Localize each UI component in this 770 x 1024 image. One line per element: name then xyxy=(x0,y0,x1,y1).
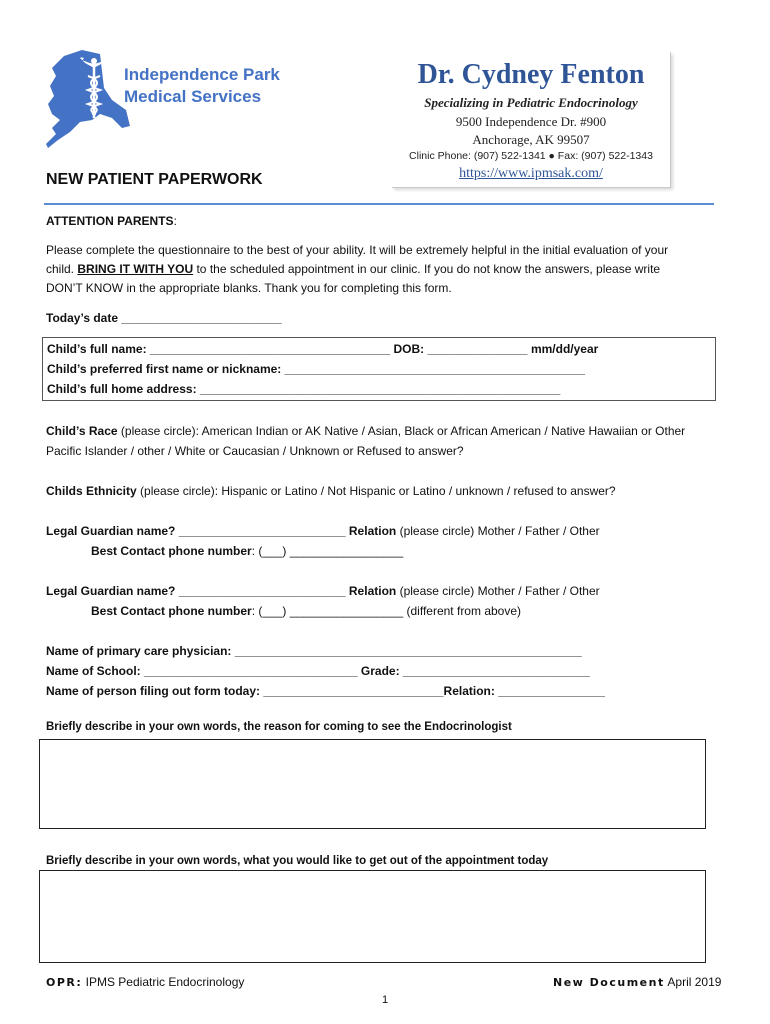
goals-answer-box[interactable] xyxy=(39,870,706,963)
guardian2-relation-options[interactable]: (please circle) Mother / Father / Other xyxy=(396,584,600,598)
filer-field[interactable]: Name of person filing out form today: ___________________________Relation: ________________ xyxy=(46,684,605,698)
title-divider xyxy=(44,203,714,205)
doctor-card xyxy=(392,52,671,188)
address-line1: 9500 Independence Dr. #900 xyxy=(455,114,607,129)
attention-colon: : xyxy=(173,214,177,228)
ethnicity-question[interactable] xyxy=(46,483,616,499)
school-grade-field[interactable]: Name of School: ________________________________ Grade: ____________________________ xyxy=(46,664,590,678)
child-address-field[interactable]: Child’s full home address: ______________________________________________________ xyxy=(47,382,561,396)
guardian2-row[interactable] xyxy=(46,583,600,599)
intro-line2 xyxy=(46,261,660,277)
reason-question: Briefly describe in your own words, the reason for coming to see the Endocrinologist xyxy=(46,721,512,733)
footer-opr-label: OPR: xyxy=(46,976,83,989)
guardian1-relation-options[interactable]: (please circle) Mother / Father / Other xyxy=(396,524,600,538)
footer-opr xyxy=(46,974,244,991)
race-options-line2: Pacific Islander / other / White or Caucasian / Unknown or Refused to answer? xyxy=(46,444,464,458)
clinic-name-line1: Independence Park xyxy=(124,65,280,84)
guardian2-phone-label: Best Contact phone number xyxy=(91,604,252,618)
intro-line1: Please complete the questionnaire to the best of your ability. It will be extremely helpful in the initial evaluation of your xyxy=(46,243,669,257)
child-nickname-field[interactable]: Child’s preferred first name or nickname: _____________________________________________ xyxy=(47,362,585,376)
alaska-caduceus-icon xyxy=(42,48,132,158)
child-full-name[interactable]: Child’s full name: ____________________________________ xyxy=(47,342,394,356)
goals-question: Briefly describe in your own words, what you would like to get out of the appointment today xyxy=(46,855,549,867)
guardian1-phone-row[interactable] xyxy=(91,543,403,559)
guardian1-relation-label: Relation xyxy=(348,524,397,538)
guardian1-phone-label: Best Contact phone number xyxy=(91,544,252,558)
address-line2: Anchorage, AK 99507 xyxy=(472,132,590,147)
clinic-name xyxy=(124,64,280,108)
clinic-name-line2: Medical Services xyxy=(124,87,262,106)
reason-answer-box[interactable] xyxy=(39,739,706,829)
footer-opr-text: IPMS Pediatric Endocrinology xyxy=(82,975,245,989)
doctor-name: Dr. Cydney Fenton xyxy=(417,59,645,90)
footer-doc-label: New Document xyxy=(553,976,665,989)
intro-line3: DON’T KNOW in the appropriate blanks. Thank you for completing this form. xyxy=(46,281,452,295)
page-title: NEW PATIENT PAPERWORK xyxy=(46,171,263,188)
clinic-website-link[interactable]: https://www.ipmsak.com/ xyxy=(459,166,603,181)
child-name-field[interactable] xyxy=(47,341,598,357)
todays-date-field[interactable]: Today’s date ________________________ xyxy=(46,311,282,325)
clinic-phone-fax: Clinic Phone: (907) 522-1341 ● Fax: (907) 522-1343 xyxy=(409,150,653,162)
ethnicity-options: (please circle): Hispanic or Latino / Not Hispanic or Latino / unknown / refused to answer? xyxy=(136,484,616,498)
race-label: Child’s Race xyxy=(46,424,118,438)
child-dob[interactable]: DOB: _______________ mm/dd/year xyxy=(393,342,599,356)
race-options-line1: (please circle): American Indian or AK Native / Asian, Black or African American / Native Hawaiian or Other xyxy=(117,424,686,438)
attention-label: ATTENTION PARENTS xyxy=(46,214,174,228)
race-question[interactable] xyxy=(46,423,685,439)
guardian2-phone-note: (different from above) xyxy=(403,604,522,618)
guardian2-phone-row[interactable] xyxy=(91,603,521,619)
intro-line2-pre: child. xyxy=(46,262,78,276)
guardian2-phone-field[interactable]: : (___) _________________ xyxy=(251,604,404,618)
attention-heading xyxy=(46,213,177,229)
doctor-specialty: Specializing in Pediatric Endocrinology xyxy=(424,95,638,110)
footer-doc-date: April 2019 xyxy=(664,975,722,989)
page-number: 1 xyxy=(381,994,389,1006)
guardian2-relation-label: Relation xyxy=(348,584,397,598)
intro-line2-post: to the scheduled appointment in our clinic. If you do not know the answers, please write xyxy=(193,262,661,276)
physician-field[interactable]: Name of primary care physician: ____________________________________________________ xyxy=(46,644,582,658)
intro-bring-it: BRING IT WITH YOU xyxy=(77,262,194,276)
guardian2-name-field[interactable]: Legal Guardian name? _________________________ xyxy=(46,584,349,598)
footer-doc xyxy=(553,974,721,991)
guardian1-row[interactable] xyxy=(46,523,600,539)
guardian1-name-field[interactable]: Legal Guardian name? _________________________ xyxy=(46,524,349,538)
ethnicity-label: Childs Ethnicity xyxy=(46,484,137,498)
guardian1-phone-field[interactable]: : (___) _________________ xyxy=(251,544,404,558)
